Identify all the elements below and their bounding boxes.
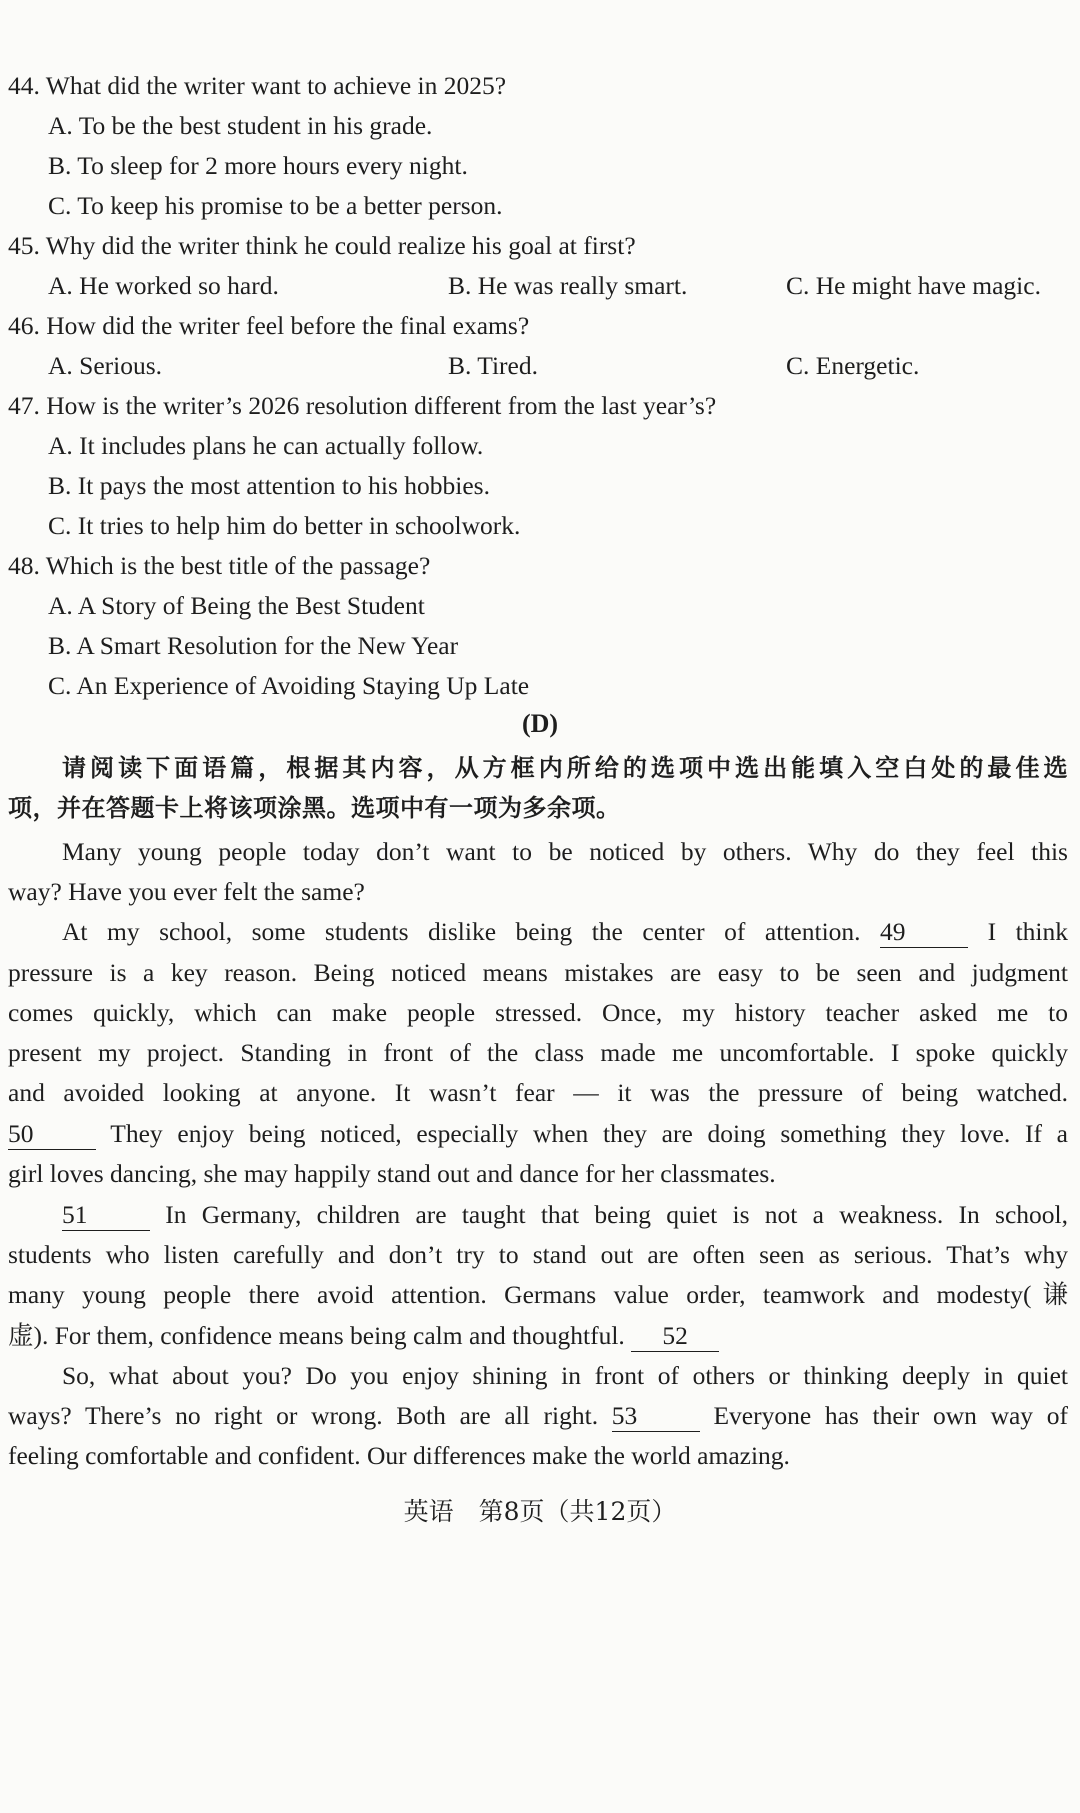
question-48-option-a: A. A Story of Being the Best Student — [48, 591, 425, 620]
blank-49[interactable]: 49 — [880, 917, 968, 948]
passage-p3-line-1 — [62, 1197, 1068, 1233]
section-heading: (D) — [521, 709, 559, 738]
passage-p2-text-end: I think — [987, 917, 1068, 946]
passage-p1-line-2: way? Have you ever felt the same? — [8, 877, 365, 906]
passage-p4-line-2-end: Everyone has their own way of — [713, 1401, 1068, 1430]
passage-p1-line-1: Many young people today don’t want to be noticed by others. Why do they feel this — [62, 837, 1068, 866]
question-47-option-c: C. It tries to help him do better in schoolwork. — [48, 511, 521, 540]
passage-p3-line-4 — [8, 1318, 1080, 1354]
blank-51[interactable]: 51 — [62, 1200, 150, 1231]
question-46-option-c: C. Energetic. — [786, 351, 920, 380]
passage-p4-line-2-text: ways? There’s no right or wrong. Both are all right. — [8, 1401, 599, 1430]
passage-p2-text: At my school, some students dislike being the center of attention. — [62, 917, 861, 946]
question-48-option-b: B. A Smart Resolution for the New Year — [48, 631, 459, 660]
passage-p3-line-4-text: 虚). For them, confidence means being calm and thoughtful. — [8, 1321, 625, 1350]
passage-p2-line-3: comes quickly, which can make people stressed. Once, my history teacher asked me to — [8, 998, 1068, 1027]
question-44-stem: 44. What did the writer want to achieve in 2025? — [8, 71, 507, 100]
question-46-option-a: A. Serious. — [48, 351, 163, 380]
blank-52[interactable]: 52 — [631, 1321, 719, 1352]
passage-p3-line-2: students who listen carefully and don’t try to stand out are often seen as serious. That’s why — [8, 1240, 1068, 1269]
passage-p2-line-2: pressure is a key reason. Being noticed means mistakes are easy to be seen and judgment — [8, 958, 1068, 987]
passage-p2-line-6-text: They enjoy being noticed, especially when they are doing something they love. If a — [110, 1119, 1068, 1148]
passage-p2-line-4: present my project. Standing in front of the class made me uncomfortable. I spoke quickly — [8, 1038, 1068, 1067]
passage-p4-line-2 — [8, 1398, 1068, 1434]
instruction-line-1: 请阅读下面语篇，根据其内容，从方框内所给的选项中选出能填入空白处的最佳选 — [62, 754, 1068, 782]
question-47-option-a: A. It includes plans he can actually follow. — [48, 431, 484, 460]
blank-53[interactable]: 53 — [612, 1401, 700, 1432]
question-44-option-b: B. To sleep for 2 more hours every night. — [48, 151, 468, 180]
passage-p3-line-3: many young people there avoid attention. Germans value order, teamwork and modesty(谦 — [8, 1280, 1068, 1309]
passage-p2-line-1 — [62, 914, 1068, 950]
question-45-option-b: B. He was really smart. — [448, 271, 688, 300]
question-45-option-a: A. He worked so hard. — [48, 271, 279, 300]
question-45-stem: 45. Why did the writer think he could realize his goal at first? — [8, 231, 636, 260]
instruction-line-2: 项，并在答题卡上将该项涂黑。选项中有一项为多余项。 — [8, 794, 621, 822]
question-46-stem: 46. How did the writer feel before the final exams? — [8, 311, 530, 340]
question-48-option-c: C. An Experience of Avoiding Staying Up Late — [48, 671, 530, 700]
question-46-options-row — [48, 348, 1080, 384]
question-45-options-row — [48, 268, 1080, 304]
question-46-option-b: B. Tired. — [448, 351, 538, 380]
question-48-stem: 48. Which is the best title of the passage? — [8, 551, 431, 580]
passage-p4-line-1: So, what about you? Do you enjoy shining in front of others or thinking deeply in quiet — [62, 1361, 1068, 1390]
passage-p3-line-1-text: In Germany, children are taught that being quiet is not a weakness. In school, — [165, 1200, 1069, 1229]
question-44-option-a: A. To be the best student in his grade. — [48, 111, 433, 140]
question-47-stem: 47. How is the writer’s 2026 resolution different from the last year’s? — [8, 391, 717, 420]
question-45-option-c: C. He might have magic. — [786, 271, 1041, 300]
passage-p4-line-3: feeling comfortable and confident. Our differences make the world amazing. — [8, 1441, 790, 1470]
page-footer: 英语 第8页（共12页） — [403, 1497, 677, 1526]
passage-p2-line-7: girl loves dancing, she may happily stand out and dance for her classmates. — [8, 1159, 776, 1188]
question-47-option-b: B. It pays the most attention to his hobbies. — [48, 471, 490, 500]
passage-p2-line-5: and avoided looking at anyone. It wasn’t fear — it was the pressure of being watched. — [8, 1078, 1068, 1107]
blank-50[interactable]: 50 — [8, 1119, 96, 1150]
question-44-option-c: C. To keep his promise to be a better person. — [48, 191, 503, 220]
passage-p2-line-6 — [8, 1116, 1068, 1152]
